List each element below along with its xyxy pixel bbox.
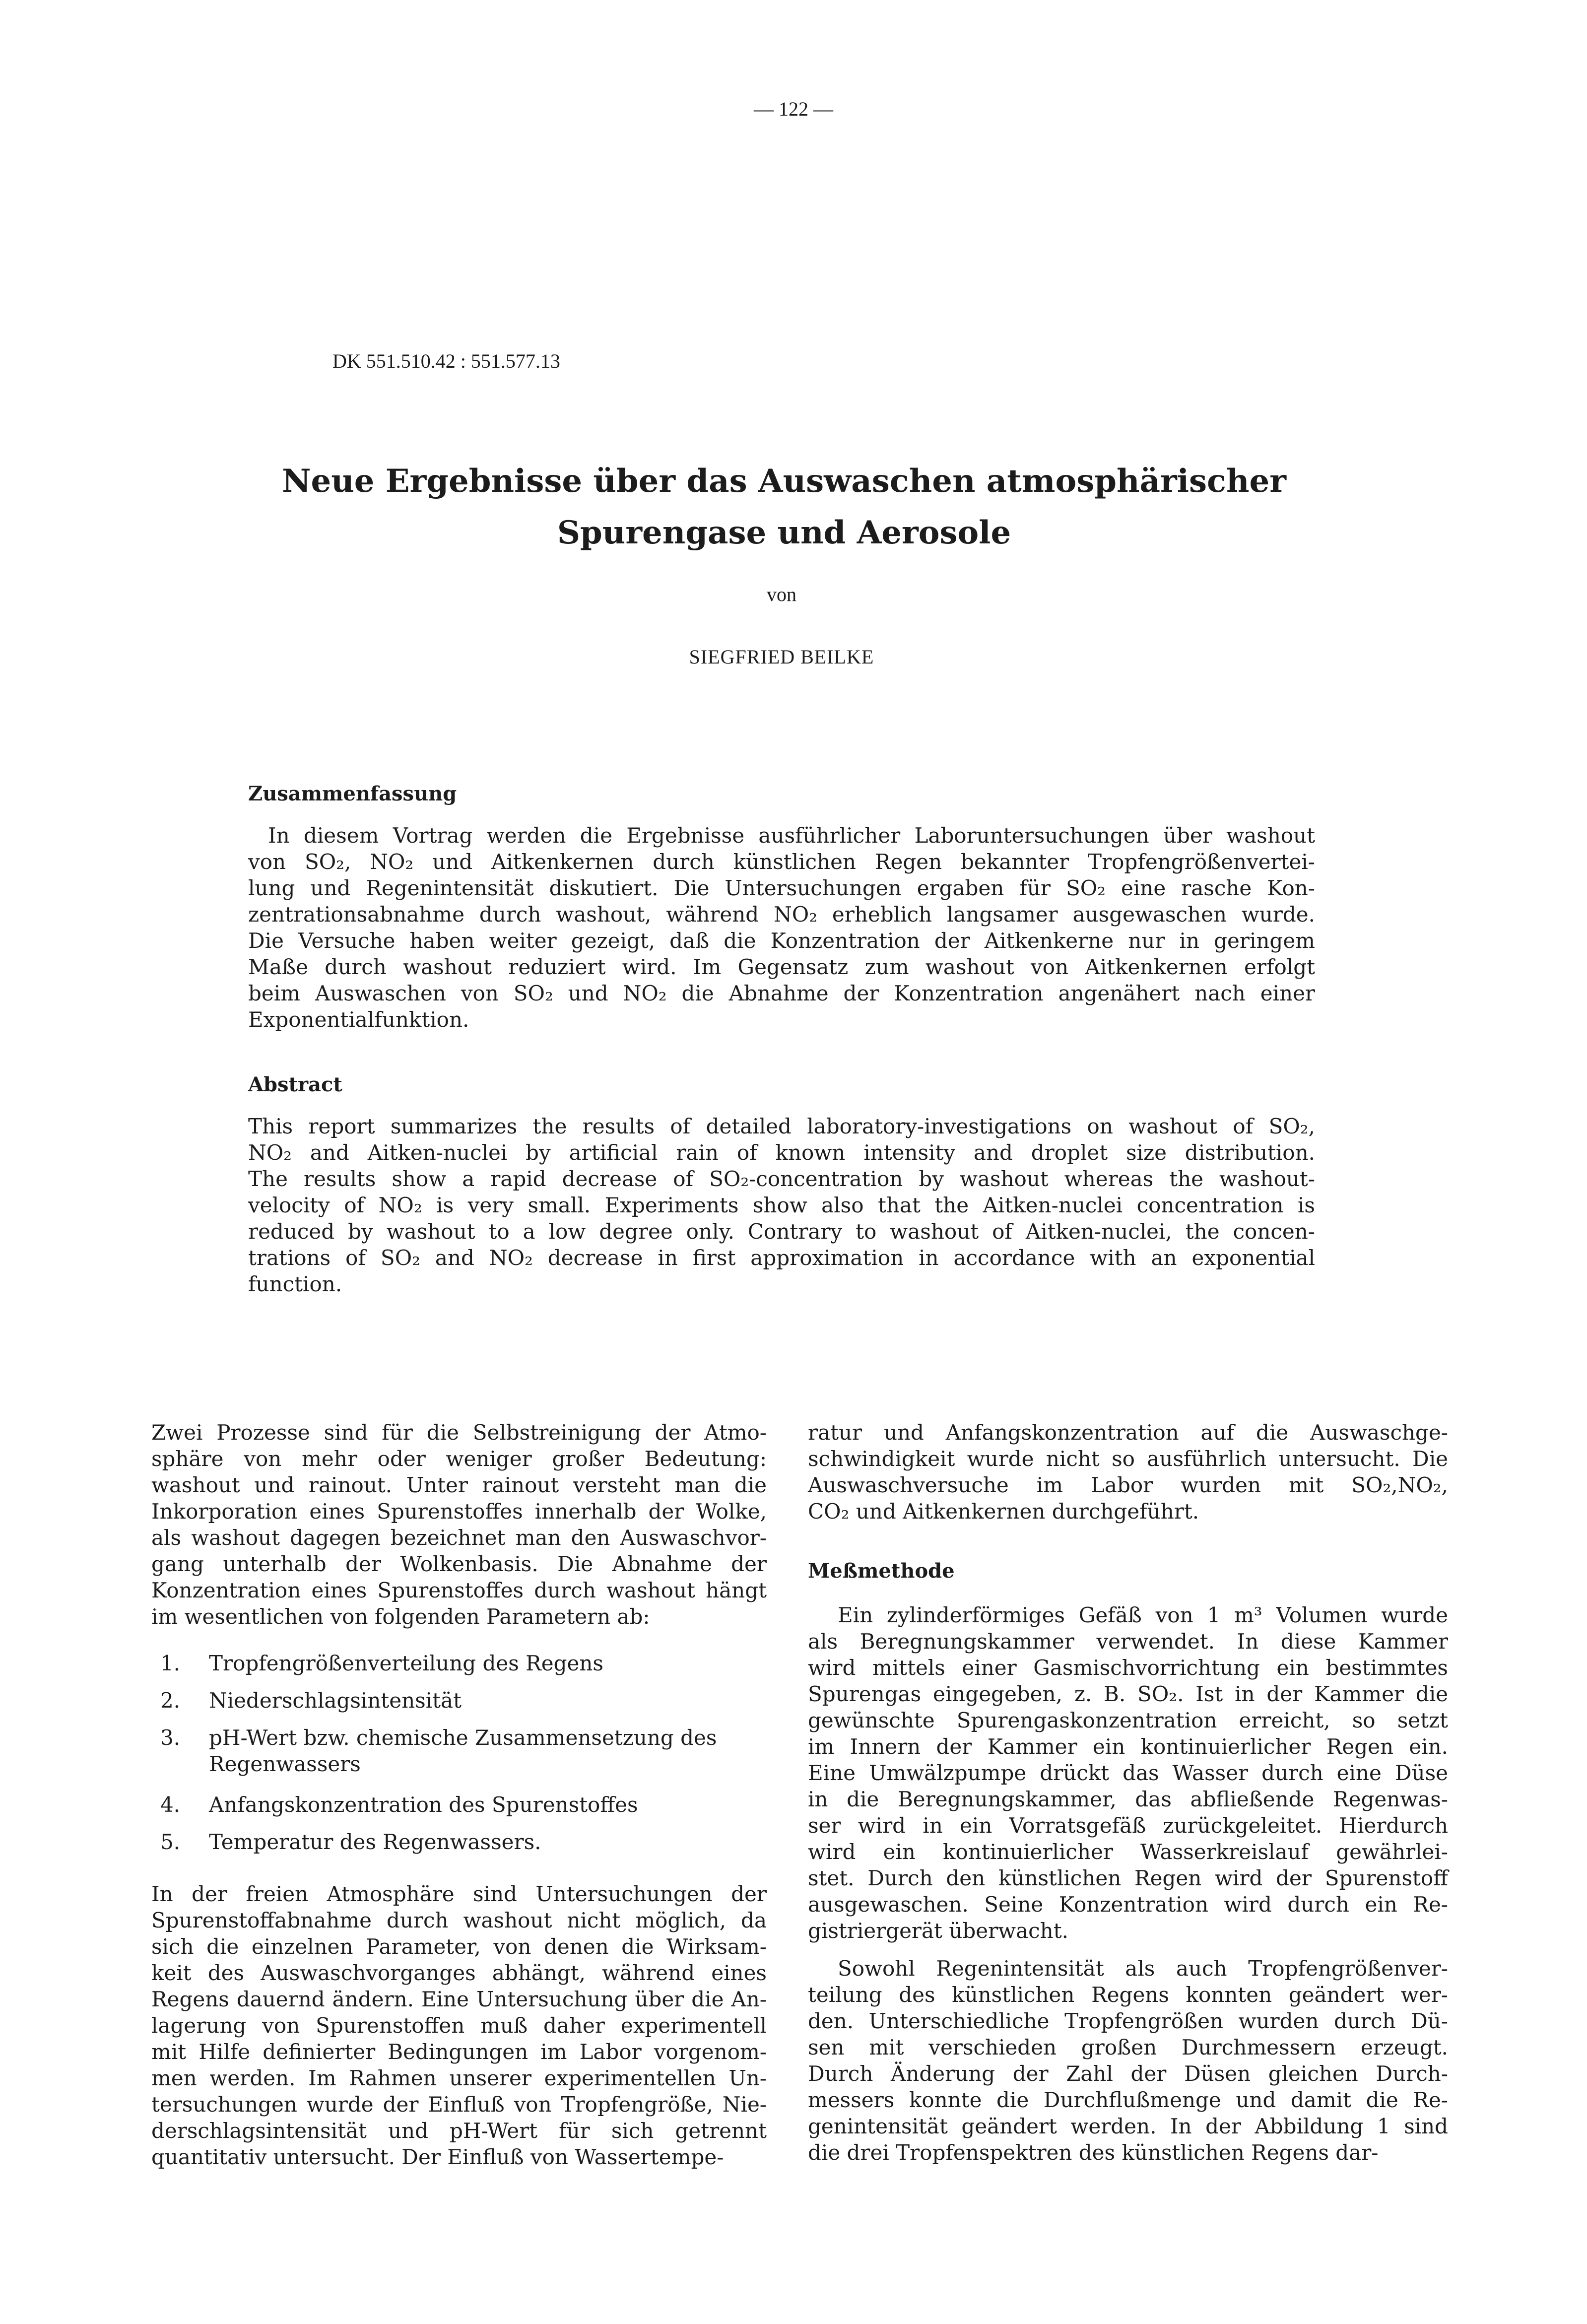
text-line: Konzentration eines Spurenstoffes durch washout hängt [151,1578,767,1602]
method-paragraph [808,1602,1448,1944]
text-line: reduced by washout to a low degree only. Contrary to washout of Aitken-nuclei, the concen- [248,1219,1315,1244]
article-title [0,456,1568,559]
list-text [209,1687,462,1714]
text-line: Eine Umwälzpumpe drückt das Wasser durch eine Düse [808,1761,1448,1785]
list-number: 5. [160,1830,181,1854]
text-line: wird mittels einer Gasmischvorrichtung ein bestimmtes [808,1656,1448,1680]
text-line: Maße durch washout reduziert wird. Im Gegensatz zum washout von Aitkenkernen erfolgt [248,955,1315,979]
text-line: Niederschlagsintensität [209,1688,462,1713]
text-line: sphäre von mehr oder weniger großer Bedeutung: [151,1447,767,1471]
text-line: zentrationsabnahme durch washout, während NO₂ erheblich langsamer ausgewaschen wurde. [248,902,1315,927]
abstract-heading: Abstract [248,1073,342,1096]
text-line: Anfangskonzentration des Spurenstoffes [209,1793,638,1817]
text-line: Spurenstoffabnahme durch washout nicht möglich, da [151,1908,767,1932]
text-line: men werden. Im Rahmen unserer experimentellen Un- [151,2066,767,2090]
author-name: SIEGFRIED BEILKE [689,646,874,668]
text-line: als washout dagegen bezeichnet man den Auswaschvor- [151,1526,767,1550]
text-line: im wesentlichen von folgenden Parametern ab: [151,1604,650,1629]
text-line: teilung des künstlichen Regens konnten geändert wer- [808,1983,1448,2007]
text-line: mit Hilfe definierter Bedingungen im Labor vorgenom- [151,2040,767,2064]
list-number: 2. [160,1688,181,1713]
list-text [209,1650,603,1676]
list-number: 4. [160,1793,181,1817]
text-line: sich die einzelnen Parameter, von denen die Wirksam- [151,1934,767,1959]
page-number: — 122 — [754,98,833,120]
text-line: Inkorporation eines Spurenstoffes innerhalb der Wolke, [151,1499,767,1524]
list-number: 3. [160,1726,181,1750]
text-line: Temperatur des Regenwassers. [209,1830,541,1854]
method-paragraph-2 [808,1955,1448,2166]
text-line: Regenwassers [209,1752,361,1776]
text-line: Exponentialfunktion. [248,1007,469,1032]
text-line: washout und rainout. Unter rainout versteht man die [151,1473,767,1497]
text-line: In der freien Atmosphäre sind Untersuchungen der [151,1882,767,1906]
text-line: NO₂ and Aitken-nuclei by artificial rain of known intensity and droplet size distribution. [248,1140,1315,1165]
list-text [209,1792,638,1818]
text-line: Tropfengrößenverteilung des Regens [209,1651,603,1675]
text-line: gang unterhalb der Wolkenbasis. Die Abnahme der [151,1552,767,1576]
text-line: in die Beregnungskammer, das abfließende Regenwas- [808,1787,1448,1811]
text-line: schwindigkeit wurde nicht so ausführlich untersucht. Die [808,1447,1448,1471]
text-line: Ein zylinderförmiges Gefäß von 1 m³ Volumen wurde [838,1603,1448,1627]
text-line: velocity of NO₂ is very small. Experiments show also that the Aitken-nuclei concentration is [248,1193,1315,1217]
text-line: keit des Auswaschvorganges abhängt, während eines [151,1961,767,1985]
text-line: tersuchungen wurde der Einfluß von Tropfengröße, Nie- [151,2092,767,2117]
text-line: Die Versuche haben weiter gezeigt, daß die Konzentration der Aitkenkerne nur in geringem [248,929,1315,953]
summary-text [248,822,1315,1033]
byline-von: von [767,583,796,605]
list-text [209,1725,717,1777]
title-line: Spurengase und Aerosole [557,514,1011,551]
text-line: von SO₂, NO₂ und Aitkenkernen durch künstlichen Regen bekannter Tropfengrößenvertei- [248,850,1315,874]
text-line: quantitativ untersucht. Der Einfluß von Wassertempe- [151,2145,724,2169]
text-line: Auswaschversuche im Labor wurden mit SO₂,NO₂, [808,1473,1448,1497]
text-line: gistriergerät überwacht. [808,1919,1068,1943]
text-line: ausgewaschen. Seine Konzentration wird durch ein Re- [808,1892,1448,1917]
text-line: derschlagsintensität und pH-Wert für sich getrennt [151,2119,767,2143]
text-line: sen mit verschieden großen Durchmessern erzeugt. [808,2035,1448,2059]
text-line: gewünschte Spurengaskonzentration erreicht, so setzt [808,1708,1448,1732]
text-line: This report summarizes the results of detailed laboratory-investigations on washout of SO₂, [248,1114,1315,1138]
text-line: lung und Regenintensität diskutiert. Die Untersuchungen ergaben für SO₂ eine rasche Kon- [248,876,1315,900]
dk-classification: DK 551.510.42 : 551.577.13 [332,350,560,372]
text-line: Regens dauernd ändern. Eine Untersuchung über die An- [151,1987,767,2011]
text-line: genintensität geändert werden. In der Abbildung 1 sind [808,2114,1448,2138]
text-line: pH-Wert bzw. chemische Zusammensetzung des [209,1726,717,1750]
text-line: im Innern der Kammer ein kontinuierlicher Regen ein. [808,1734,1448,1759]
text-line: den. Unterschiedliche Tropfengrößen wurden durch Dü- [808,2009,1448,2033]
summary-heading: Zusammenfassung [248,782,457,805]
text-line: beim Auswaschen von SO₂ und NO₂ die Abnahme der Konzentration angenähert nach einer [248,981,1315,1005]
text-line: Durch Änderung der Zahl der Düsen gleichen Durch- [808,2061,1448,2086]
text-line: trations of SO₂ and NO₂ decrease in first approximation in accordance with an exponential [248,1246,1315,1270]
text-line: ser wird in ein Vorratsgefäß zurückgeleitet. Hierdurch [808,1813,1448,1838]
intro-paragraph [151,1419,767,1630]
continuation-paragraph [808,1419,1448,1525]
text-line: function. [248,1272,342,1296]
text-line: ratur und Anfangskonzentration auf die Auswaschge- [808,1420,1448,1445]
text-line: Zwei Prozesse sind für die Selbstreinigung der Atmo- [151,1420,767,1445]
method-heading: Meßmethode [808,1559,955,1583]
title-line: Neue Ergebnisse über das Auswaschen atmosphärischer [282,463,1286,500]
abstract-text [248,1113,1315,1297]
text-line: Sowohl Regenintensität als auch Tropfengrößenver- [838,1956,1448,1981]
text-line: lagerung von Spurenstoffen muß daher experimentell [151,2013,767,2038]
text-line: In diesem Vortrag werden die Ergebnisse ausführlicher Laboruntersuchungen über washout [268,823,1315,848]
text-line: stet. Durch den künstlichen Regen wird der Spurenstoff [808,1866,1448,1890]
list-number: 1. [160,1651,181,1675]
intro-paragraph-2 [151,1881,767,2170]
text-line: wird ein kontinuierlicher Wasserkreislauf gewährlei- [808,1840,1448,1864]
text-line: Spurengas eingegeben, z. B. SO₂. Ist in der Kammer die [808,1682,1448,1706]
list-text [209,1829,541,1855]
text-line: messers konnte die Durchflußmenge und damit die Re- [808,2088,1448,2112]
text-line: als Beregnungskammer verwendet. In diese Kammer [808,1629,1448,1654]
text-line: The results show a rapid decrease of SO₂-concentration by washout whereas the washout- [248,1167,1315,1191]
text-line: die drei Tropfenspektren des künstlichen Regens dar- [808,2140,1379,2165]
text-line: CO₂ und Aitkenkernen durchgeführt. [808,1499,1199,1524]
